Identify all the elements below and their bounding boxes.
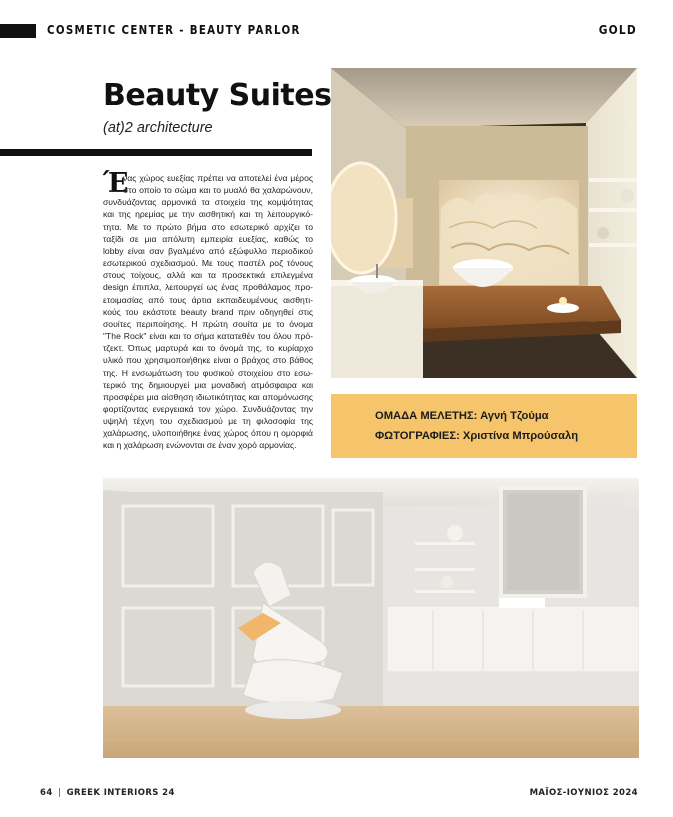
body-line: νας χώρος ευεξίας πρέπει να αποτελεί ένα μέρος <box>123 173 313 183</box>
section-tag: GOLD <box>598 22 637 37</box>
header-bar <box>0 24 36 38</box>
footer-separator: | <box>58 788 62 798</box>
footer-left <box>40 788 175 798</box>
body-line: "The Rock" είναι και το σήμα κατατεθέν του όλου πρό- <box>103 331 313 342</box>
section-header: COSMETIC CENTER - BEAUTY PARLOR <box>47 22 301 37</box>
body-line: χαλάρωσης, υλοποιήθηκε ένας χώρος όπου η ομορφιά <box>103 428 313 439</box>
body-line: προσφέρει μια αίσθηση ιδιωτικότητας και απομόνωσης <box>103 391 313 402</box>
body-line: ταξίδι σε μια απόλυτη εμπειρία ευεξίας, καθώς το <box>103 233 313 244</box>
body-line: υψηλή τέχνη του σχεδιασμού με τη φιλοσοφία της <box>103 416 313 427</box>
body-line: τητα. Με το πρώτο βήμα στο εσωτερικό αρχίζει το <box>103 221 313 232</box>
title-rule <box>0 149 312 156</box>
body-line: στους τοίχους, αλλά και τα προσεκτικά επιλεγμένα <box>103 270 313 281</box>
body-line: τερικό της δημιουργεί μια μοναδική ατμόσφαιρα και <box>103 379 313 390</box>
photo-treatment-room <box>103 478 639 758</box>
credit-photography: ΦΩΤΟΓΡΑΦΙΕΣ: Χριστίνα Μπρούσαλη <box>375 430 579 442</box>
rock-suite-illustration <box>331 68 637 378</box>
drop-cap: Έ <box>103 168 129 199</box>
body-line: κούς του εκάστοτε beauty brand πριν οδηγηθεί στις <box>103 306 313 317</box>
credit-study-team: ΟΜΑΔΑ ΜΕΛΕΤΗΣ: Αγνή Τζούμα <box>375 410 549 422</box>
body-line: και της ηρεμίας με την αισθητική και τη λειτουργικό- <box>103 209 313 220</box>
magazine-name: GREEK INTERIORS 24 <box>66 788 175 798</box>
body-line: τζεκτ. Όπως μαρτυρά και το όνομά της, το κυρίαρχο <box>103 343 313 354</box>
body-line: design έπιπλα, λειτουργεί ως ένας προθάλαμος προ- <box>103 282 313 293</box>
body-line: ετοιμασίας από τους άρτια εκπαιδευμένους αισθητι- <box>103 294 313 305</box>
body-line: εσωτερικού σχεδιασμού. Με τους παστέλ ροζ τόνους <box>103 258 313 269</box>
body-line: lobby είναι σαν βγαλμένο από εξώφυλλο περιοδικού <box>103 245 313 256</box>
credits-box <box>331 394 637 458</box>
article-body <box>103 168 313 452</box>
body-line: υλικό που χρησιμοποιήθηκε είναι ο βράχος στο βάθος <box>103 355 313 366</box>
article-title: Beauty Suites <box>103 78 332 113</box>
issue-date: ΜΑΪΟΣ-ΙΟΥΝΙΟΣ 2024 <box>529 788 638 798</box>
treatment-room-illustration <box>103 478 639 758</box>
body-line: στο οποίο το σώμα και το μυαλό θα χαλαρώνουν, <box>123 185 313 196</box>
body-line: της. Η ενσωμάτωση του φυσικού στοιχείου στο εσω- <box>103 367 313 378</box>
body-line: συνδυάζοντας αρμονικά τα στοιχεία της κομψότητας <box>103 197 313 208</box>
body-line: σουίτες περιποίησης. Η πρώτη σουίτα με το όνομα <box>103 318 313 329</box>
article-subtitle: (at)2 architecture <box>103 120 213 136</box>
body-line: και η χαλάρωση ενώνονται σε έναν χορό αρμονίας. <box>103 440 297 451</box>
photo-rock-suite <box>331 68 637 378</box>
page-number: 64 <box>40 788 53 798</box>
body-line: φορτίζοντας ενεργειακά τον χώρο. Συνδυάζοντας την <box>103 403 313 414</box>
